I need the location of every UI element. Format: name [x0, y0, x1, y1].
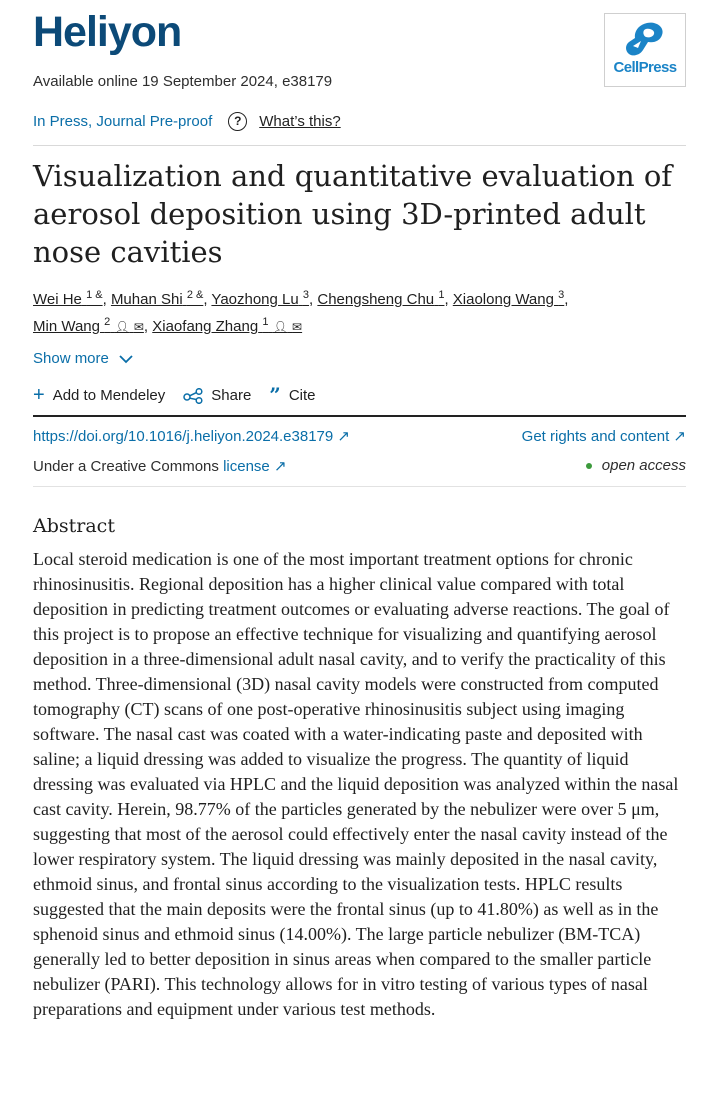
doi-label: https://doi.org/10.1016/j.heliyon.2024.e38179 [33, 428, 334, 445]
author-affiliation: 3 [302, 289, 310, 301]
author-list: Wei He $^{1 \&}$, Muhan Shi $^{2 \&}$, Yaozhong Lu $^3$, Chengsheng Chu $^1$, Xiaolong Wang $^3$, Min Wang $^2$ 👤︎ ✉︎, Xiaofang Zhang $^1$ 👤︎ ✉︎ [33, 289, 569, 335]
doi-link[interactable] [33, 428, 350, 445]
license-prefix: Under a Creative Commons [33, 458, 219, 475]
author-affiliation: 2 [104, 316, 111, 328]
email-icon: ✉︎ [292, 320, 303, 334]
license-label: license [223, 458, 270, 475]
show-more-button[interactable] [33, 350, 133, 367]
license-link[interactable] [223, 458, 286, 475]
cellpress-wordmark: CellPress [613, 59, 677, 76]
email-icon: ✉︎ [133, 320, 144, 334]
doi-row [33, 427, 686, 445]
divider [33, 145, 686, 146]
article-status-row [33, 112, 341, 131]
cite-label: Cite [288, 387, 316, 404]
cellpress-logo[interactable] [604, 13, 686, 87]
open-access-label: open access [601, 457, 686, 474]
author-link[interactable] [33, 318, 144, 335]
article-actions [33, 383, 316, 407]
author-affiliation: 1 [438, 289, 445, 301]
author-affiliation: 2 & [186, 289, 204, 301]
author-link[interactable] [317, 291, 444, 308]
person-icon: 👤︎ [114, 320, 130, 334]
author-name: Xiaolong Wang [452, 291, 554, 308]
author-link[interactable] [152, 318, 302, 335]
add-to-mendeley-button[interactable] [33, 384, 166, 406]
cellpress-emblem-icon [621, 20, 669, 58]
available-online-date: Available online 19 September 2024, e38179 [33, 73, 333, 90]
get-rights-link[interactable] [522, 427, 686, 445]
article-page [33, 0, 686, 1019]
author-link[interactable] [211, 291, 309, 308]
person-icon: 👤︎ [272, 320, 288, 334]
help-icon[interactable]: ? [228, 112, 247, 131]
external-link-icon: ↗ [337, 428, 350, 445]
divider [33, 486, 686, 487]
chevron-down-icon [119, 355, 133, 364]
share-button[interactable] [183, 387, 251, 404]
author-name: Wei He [33, 291, 82, 308]
article-status[interactable]: In Press, Journal Pre-proof [33, 113, 213, 130]
author-affiliation: 1 & [86, 289, 103, 301]
plus-icon: + [33, 384, 45, 406]
author-name: Yaozhong Lu [211, 291, 299, 308]
author-affiliation: 3 [558, 289, 565, 301]
add-to-mendeley-label: Add to Mendeley [52, 387, 166, 404]
license-row [33, 457, 686, 475]
author-link[interactable] [111, 291, 203, 308]
external-link-icon: ↗ [673, 428, 686, 445]
open-access-dot-icon [586, 463, 592, 469]
article-title: Visualization and quantitative evaluation of aerosol deposition using 3D-printed adult nose cavities [33, 159, 673, 269]
abstract-heading: Abstract [33, 515, 115, 537]
author-name: Muhan Shi [110, 291, 183, 308]
author-link[interactable] [453, 291, 564, 308]
article-header [33, 0, 686, 110]
author-name: Xiaofang Zhang [152, 318, 259, 335]
external-link-icon: ↗ [273, 458, 287, 475]
whats-this-link[interactable]: What’s this? [259, 113, 341, 130]
open-access-badge [586, 457, 686, 474]
author-affiliation: 1 [262, 316, 269, 328]
share-icon [183, 388, 203, 404]
share-label: Share [211, 387, 252, 404]
divider [33, 415, 686, 417]
cite-button[interactable] [269, 383, 316, 407]
author-name: Min Wang [33, 318, 100, 335]
show-more-label: Show more [33, 350, 109, 367]
quote-icon: ” [269, 383, 281, 407]
author-link[interactable] [33, 291, 103, 308]
abstract-text: Local steroid medication is one of the most important treatment options for chronic rhinosinusitis. Regional deposition has a higher clinical value compared with total deposition in predicting treatment outcomes or evaluating adverse reactions. The goal of this project is to propose an effective technique for visualizing and quantifying aerosol deposition in a three-dimensional adult nasal cavity, and to verify the practicality of this method. Three-dimensional (3D) nasal cavity models were constructed from computed tomography (CT) scans of one post-operative rhinosinusitis subject using imaging software. The nasal cast was coated with a water-indicating paste and deposited with saline; a liquid dressing was added to visualize the progress. The quantity of liquid dressing was evaluated via HPLC and the liquid deposition was analyzed within the nasal cast cavity. Herein, 98.77% of the particles generated by the nebulizer were over 5 μm, suggesting that most of the aerosol could effectively enter the nasal cavity instead of the lower respiratory system. The liquid dressing was mainly deposited in the nasal cavity, ethmoid sinus, and frontal sinus according to the visualization tests. HPLC results suggested that the main deposits were the frontal sinus (up to 41.80%) as well as in the sphenoid sinus and ethmoid sinus (14.00%). The large particle nebulizer (BM-TCA) generally led to better deposition in sinus areas when compared to the smaller particle nebulizer (PARI). This technology allows for in vitro testing of various types of nasal preparations and equipment under various test methods. [33, 549, 679, 1019]
author-name: Chengsheng Chu [317, 291, 435, 308]
journal-logo[interactable]: Heliyon [33, 8, 182, 56]
get-rights-label: Get rights and content [521, 428, 670, 445]
